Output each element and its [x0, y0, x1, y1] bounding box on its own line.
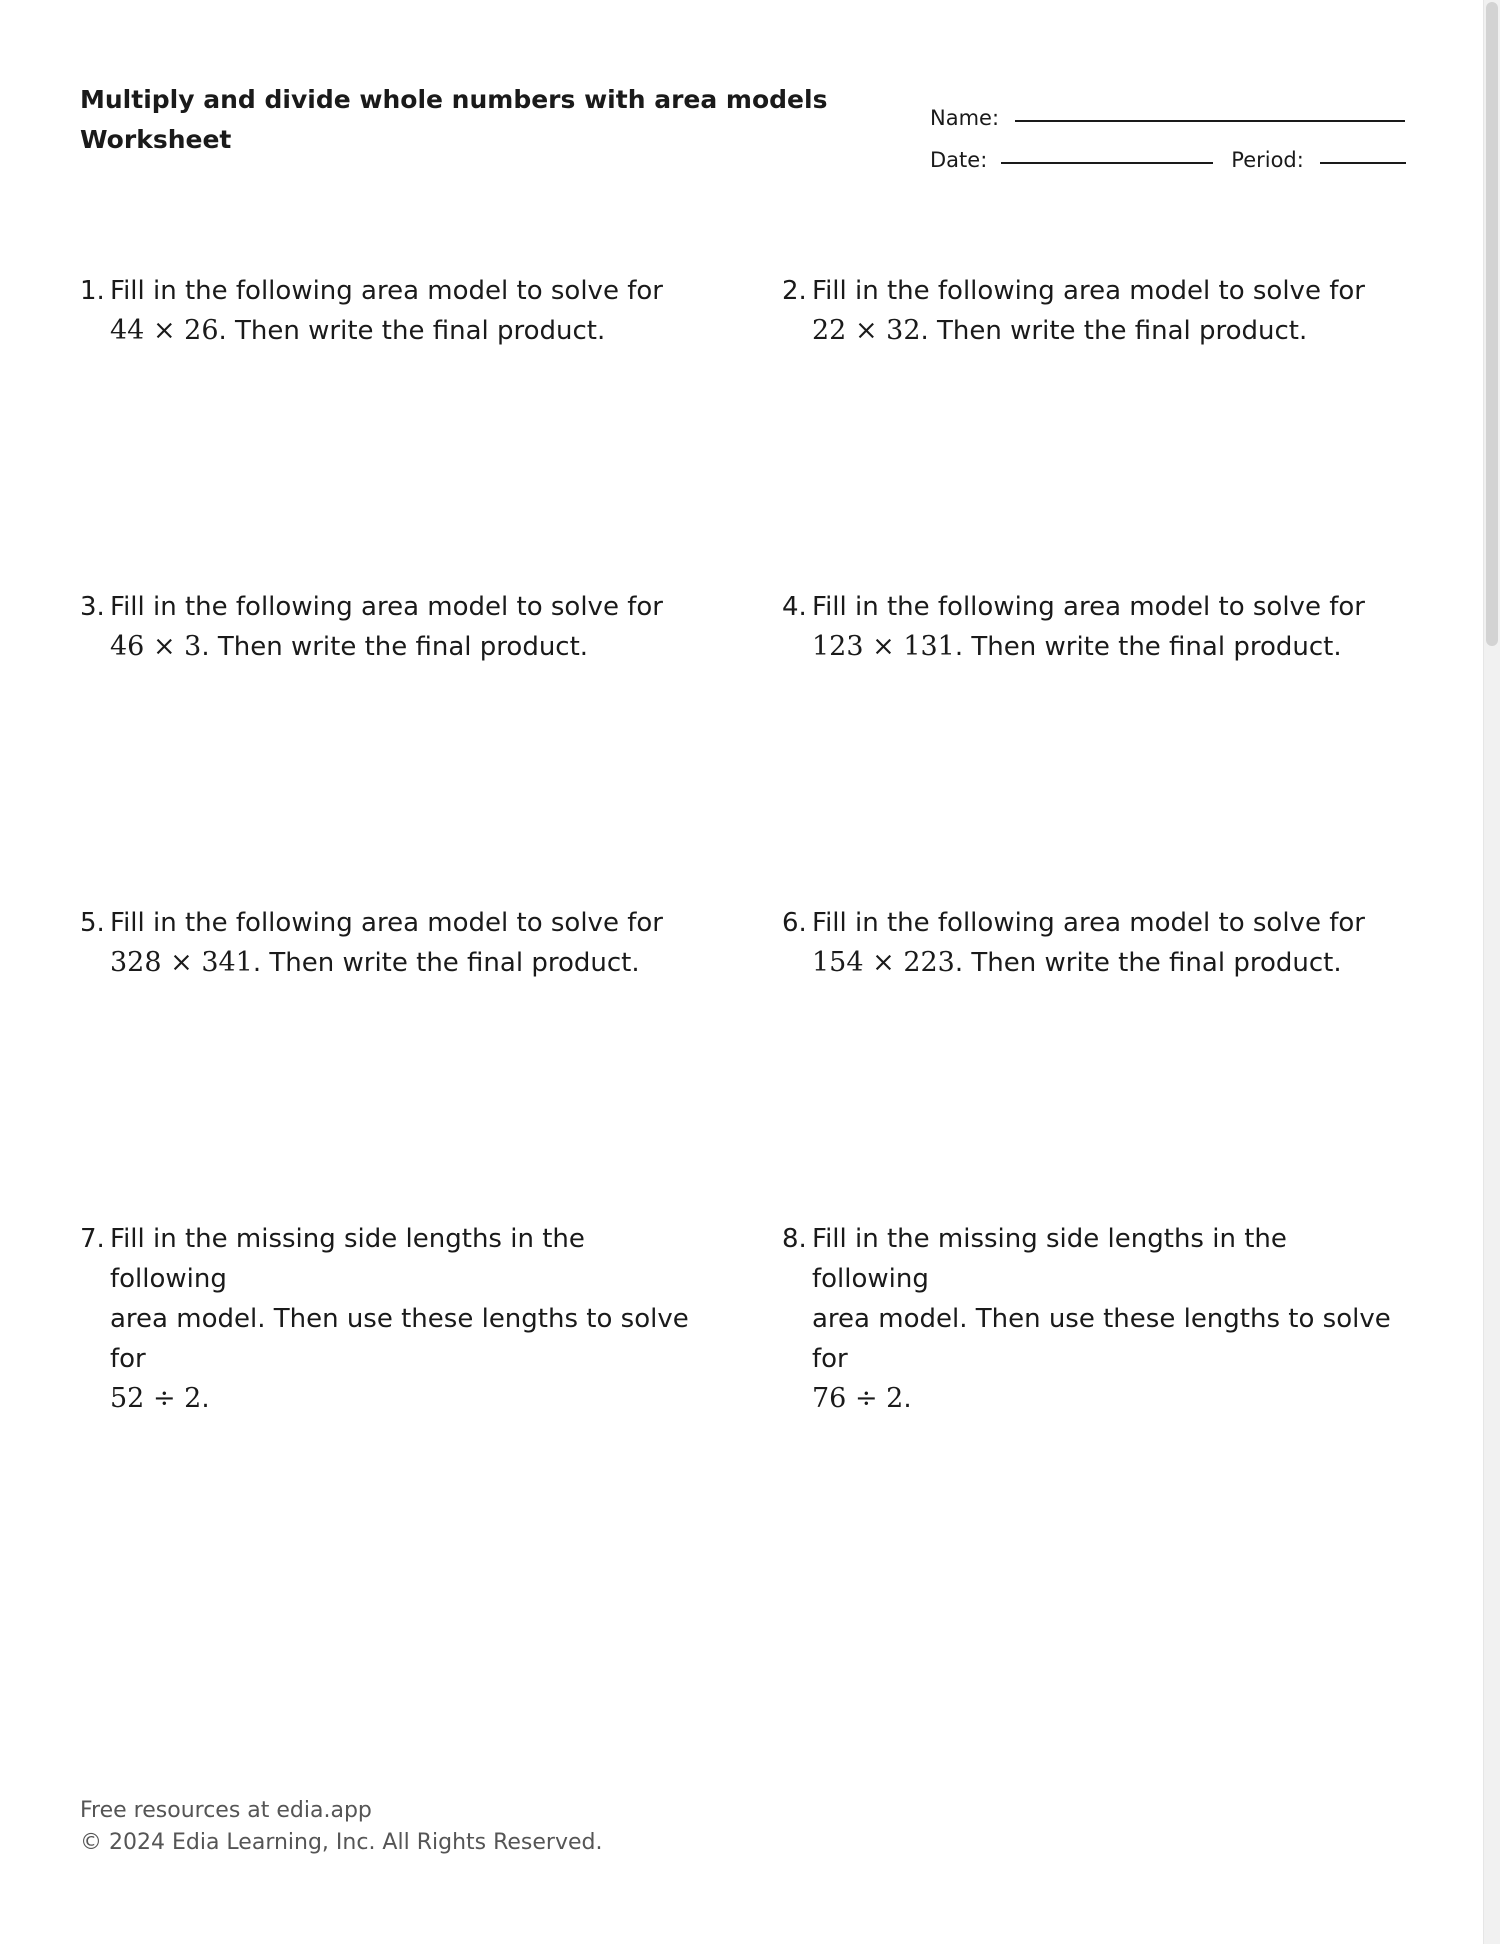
name-row — [930, 88, 1406, 130]
problem-expression: 46 × 3 — [110, 631, 202, 662]
problem-text-line-2: area model. Then use these lengths to solve for — [110, 1304, 689, 1374]
problem-text: Fill in the following area model to solve for — [110, 908, 663, 938]
worksheet-title — [80, 80, 828, 160]
problem-8 — [782, 1219, 1402, 1419]
scrollbar-thumb[interactable] — [1486, 2, 1498, 646]
period-label: Period: — [1231, 148, 1304, 172]
problem-number: 7. — [80, 1224, 105, 1254]
problem-expression: 22 × 32 — [812, 315, 921, 346]
problem-text: Fill in the following area model to solve for — [110, 592, 663, 622]
problem-2 — [782, 271, 1402, 351]
problem-number: 8. — [782, 1224, 807, 1254]
footer-resources: Free resources at edia.app — [80, 1798, 372, 1823]
problem-text-end: . Then write the final product. — [201, 632, 589, 662]
problem-text: Fill in the missing side lengths in the following — [812, 1224, 1287, 1294]
title-line-1: Multiply and divide whole numbers with area models — [80, 85, 828, 114]
footer — [80, 1795, 602, 1859]
problem-number: 4. — [782, 592, 807, 622]
problem-expression: 328 × 341 — [110, 947, 253, 978]
vertical-scrollbar[interactable] — [1483, 0, 1500, 1944]
problem-text: Fill in the following area model to solve for — [110, 276, 663, 306]
problem-text: Fill in the following area model to solve for — [812, 592, 1365, 622]
problem-text-end: . — [201, 1384, 210, 1414]
problem-text: Fill in the missing side lengths in the following — [110, 1224, 585, 1294]
problem-text-end: . Then write the final product. — [218, 316, 606, 346]
problem-3 — [80, 587, 700, 667]
name-label: Name: — [930, 106, 1000, 130]
problem-4 — [782, 587, 1402, 667]
problem-text: Fill in the following area model to solve for — [812, 276, 1365, 306]
problem-number: 1. — [80, 276, 105, 306]
title-line-2: Worksheet — [80, 125, 232, 154]
period-field[interactable] — [1320, 142, 1406, 164]
problem-number: 2. — [782, 276, 807, 306]
problem-number: 3. — [80, 592, 105, 622]
problem-1 — [80, 271, 700, 351]
problem-expression: 52 ÷ 2 — [110, 1383, 202, 1414]
student-info-fields — [930, 88, 1406, 172]
problem-number: 5. — [80, 908, 105, 938]
problem-text: Fill in the following area model to solve for — [812, 908, 1365, 938]
problem-6 — [782, 903, 1402, 983]
problem-text-end: . — [903, 1384, 912, 1414]
date-label: Date: — [930, 148, 988, 172]
problem-expression: 154 × 223 — [812, 947, 955, 978]
problem-expression: 123 × 131 — [812, 631, 955, 662]
problem-5 — [80, 903, 700, 983]
date-field[interactable] — [1001, 142, 1213, 164]
problem-text-end: . Then write the final product. — [252, 948, 640, 978]
problem-text-end: . Then write the final product. — [954, 948, 1342, 978]
problem-text-line-2: area model. Then use these lengths to solve for — [812, 1304, 1391, 1374]
footer-copyright: © 2024 Edia Learning, Inc. All Rights Reserved. — [80, 1830, 603, 1855]
problem-7 — [80, 1219, 700, 1419]
problem-number: 6. — [782, 908, 807, 938]
problem-expression: 44 × 26 — [110, 315, 219, 346]
problem-expression: 76 ÷ 2 — [812, 1383, 904, 1414]
name-field[interactable] — [1015, 100, 1405, 122]
date-period-row — [930, 130, 1406, 172]
problem-text-end: . Then write the final product. — [920, 316, 1308, 346]
problem-text-end: . Then write the final product. — [954, 632, 1342, 662]
